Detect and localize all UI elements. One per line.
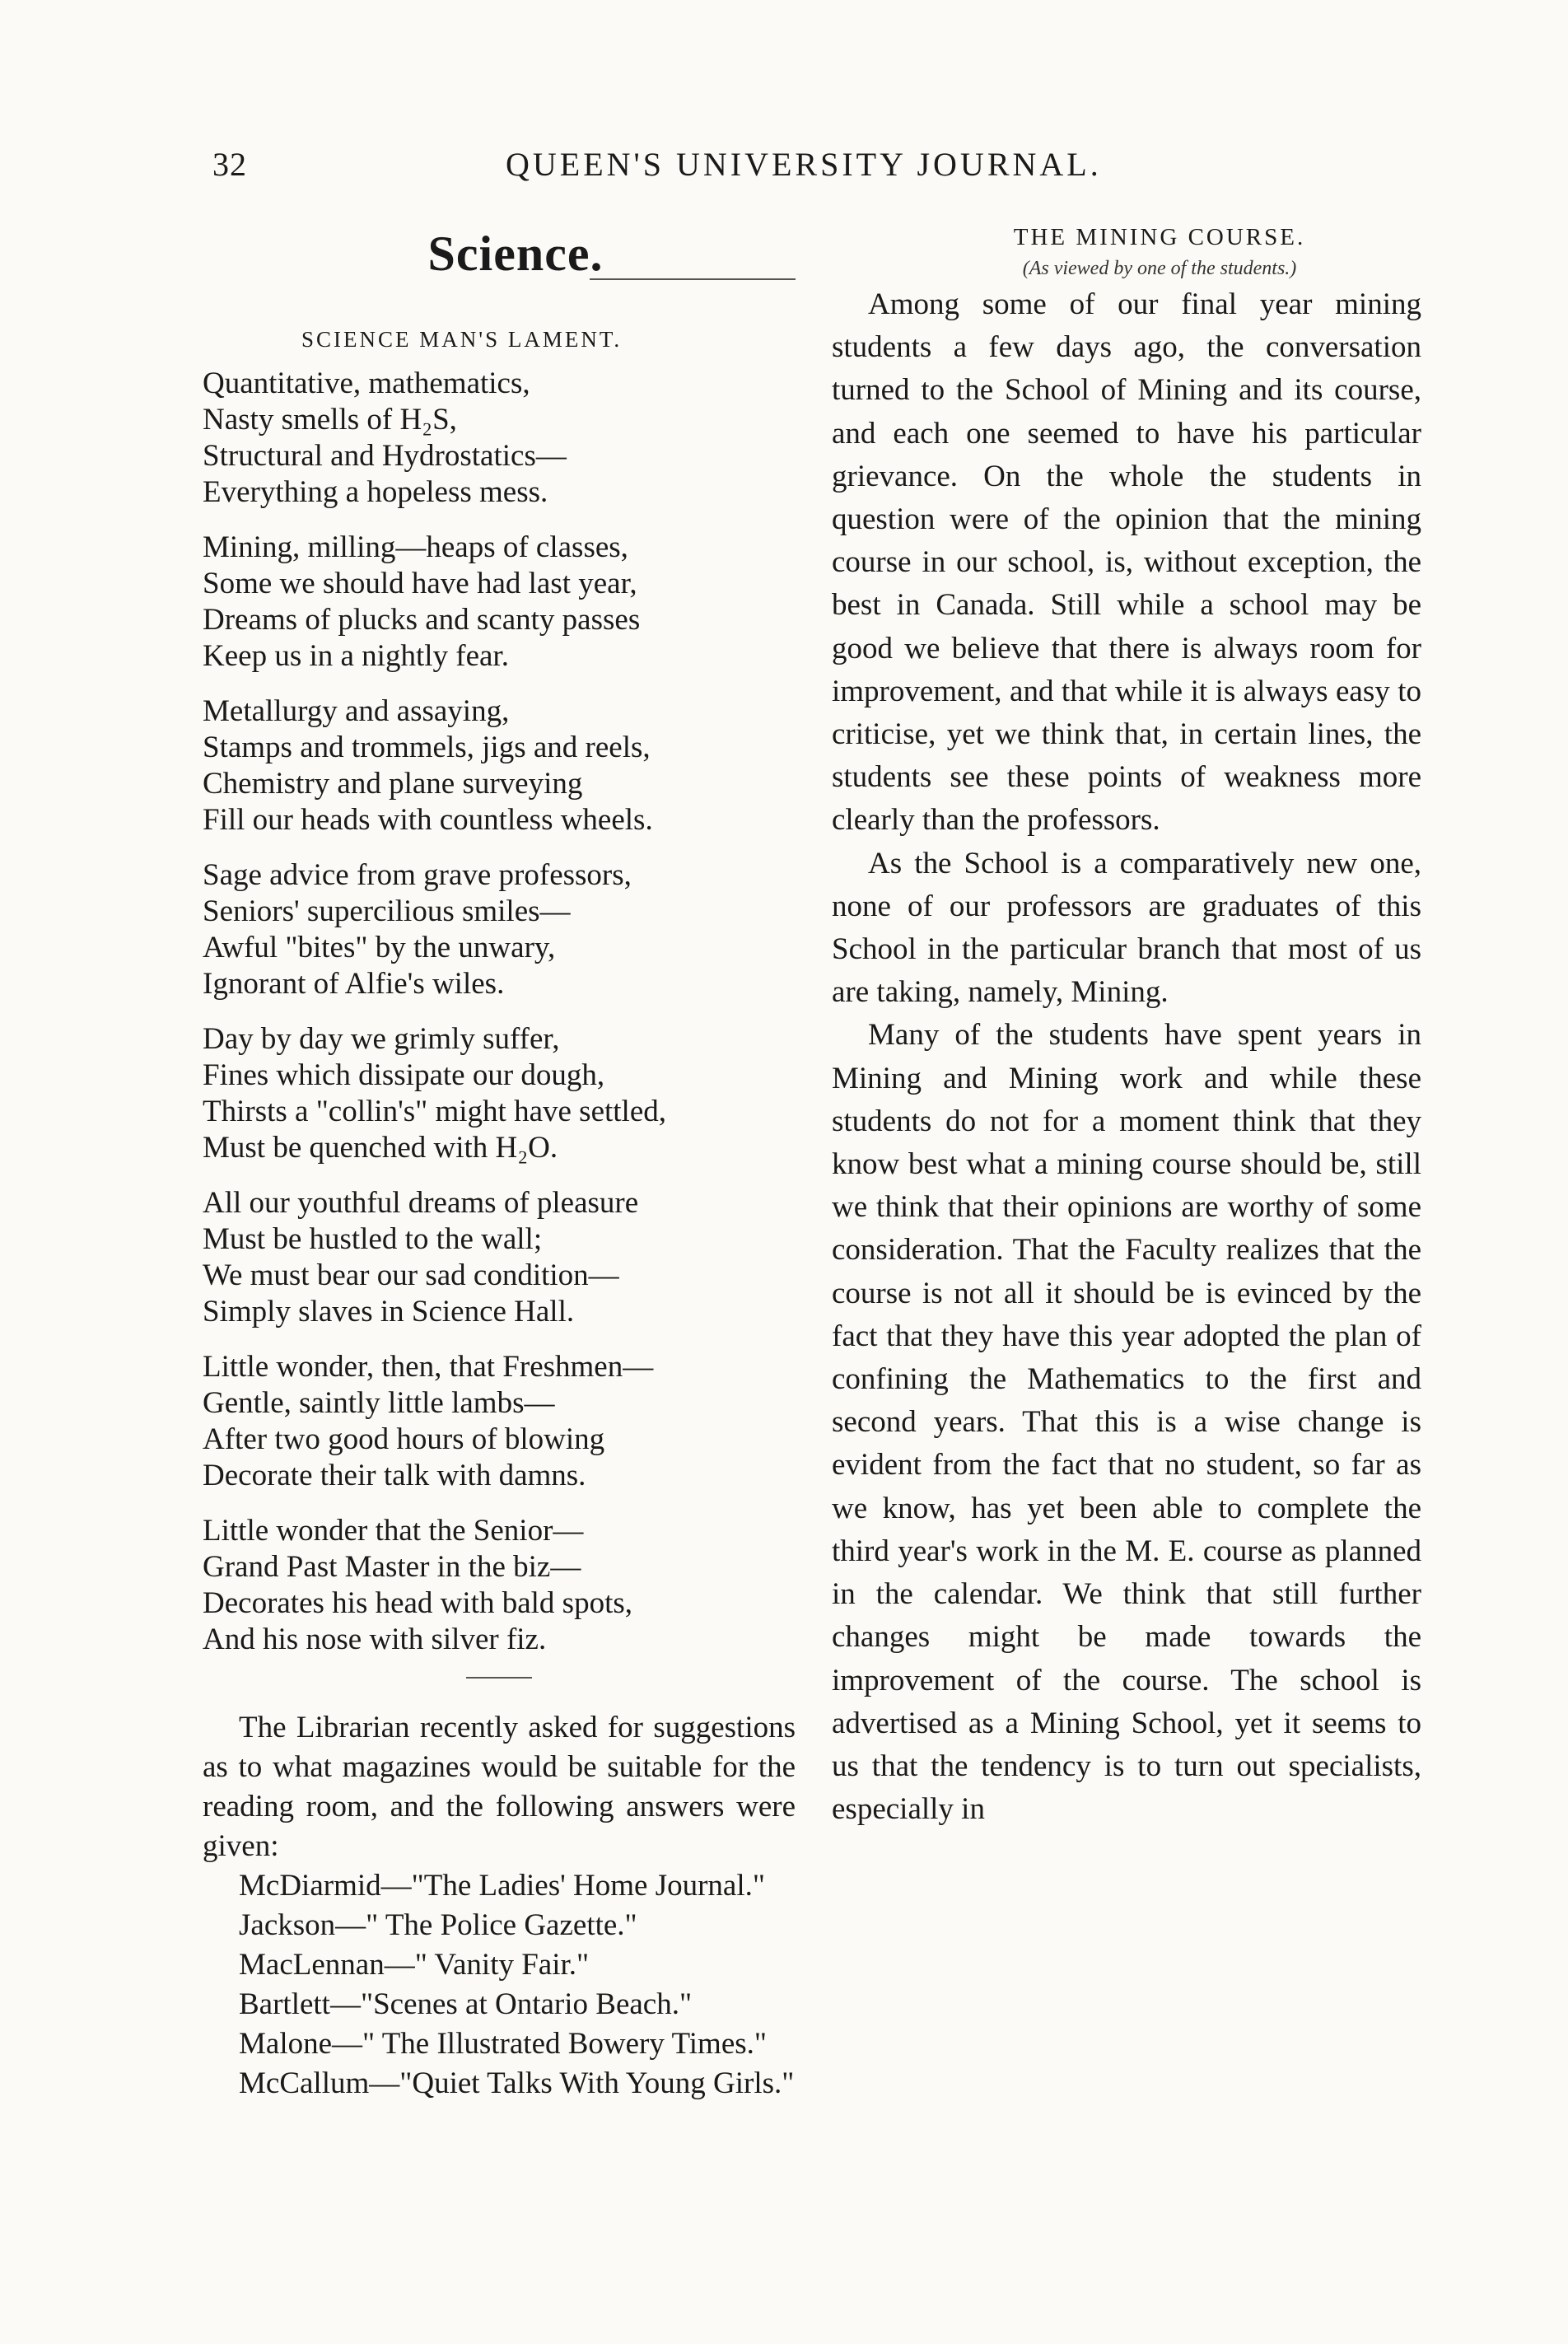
poem-line: Quantitative, mathematics, — [203, 367, 530, 400]
poem-line: Mining, milling—heaps of classes, — [203, 530, 628, 564]
answer-item: McDiarmid—"The Ladies' Home Journal." — [239, 1869, 765, 1903]
poem-line: Decorates his head with bald spots, — [203, 1586, 632, 1620]
answer-item: Malone—" The Illustrated Bowery Times." — [239, 2027, 767, 2061]
stanza — [203, 366, 796, 511]
stanza — [203, 1185, 796, 1330]
poem-line: Ignorant of Alfie's wiles. — [203, 967, 505, 1001]
poem-line: After two good hours of blowing — [203, 1422, 605, 1456]
poem-line: Everything a hopeless mess. — [203, 475, 548, 509]
poem-line: Must be quenched with H₂O. — [203, 1131, 558, 1165]
poem-line: Dreams of plucks and scanty passes — [203, 603, 641, 637]
poem-line: Little wonder, then, that Freshmen— — [203, 1350, 654, 1384]
poem-line: Little wonder that the Senior— — [203, 1514, 584, 1548]
stanza — [203, 1349, 796, 1494]
running-title: QUEEN'S UNIVERSITY JOURNAL. — [506, 146, 1102, 183]
poem-line: We must bear our sad condition— — [203, 1258, 619, 1292]
poem-line: Chemistry and plane surveying — [203, 767, 583, 801]
poem-line: All our youthful dreams of pleasure — [203, 1186, 639, 1220]
poem-line: Stamps and trommels, jigs and reels, — [203, 731, 651, 764]
poem-line: Some we should have had last year, — [203, 567, 637, 600]
right-column — [832, 221, 1421, 1831]
stanza — [203, 693, 796, 838]
poem-line: Keep us in a nightly fear. — [203, 639, 509, 673]
poem-end-rule — [466, 1677, 532, 1679]
librarian-paragraph: The Librarian recently asked for suggestions as to what magazines would be suitable for the reading room, and the following answers were given: — [203, 1711, 796, 1863]
poem-line: Fill our heads with countless wheels. — [203, 803, 653, 837]
poem-line: Must be hustled to the wall; — [203, 1222, 543, 1256]
page-header — [212, 145, 1151, 194]
poem-line: Simply slaves in Science Hall. — [203, 1295, 575, 1328]
poem-line: Sage advice from grave professors, — [203, 858, 632, 892]
stanza — [203, 1021, 796, 1166]
poem-line: Grand Past Master in the biz— — [203, 1550, 581, 1584]
poem-line: Thirsts a "collin's" might have settled, — [203, 1095, 667, 1128]
stanza — [203, 857, 796, 1002]
poem-line: Nasty smells of H₂S, — [203, 403, 457, 437]
page-number: 32 — [212, 146, 247, 183]
poem-line: Fines which dissipate our dough, — [203, 1058, 605, 1092]
article-body — [832, 283, 1421, 1831]
poem-line: Structural and Hydrostatics— — [203, 439, 567, 473]
section-rule — [590, 278, 796, 280]
poem-title: SCIENCE MAN'S LAMENT. — [301, 327, 623, 352]
poem-line: Gentle, saintly little lambs— — [203, 1386, 555, 1420]
article-paragraph: As the School is a comparatively new one, none of our professors are graduates of this School in the particular branch that most of us are taking, namely, Mining. — [832, 846, 1421, 1010]
article-paragraph: Many of the students have spent years in Mining and Mining work and while these students do not for a moment think that they know best what a mining course should be, still we think that their opinions are worthy of some consideration. That the Faculty realizes that the course is not all it should be is evinced by the fact that they have this year adopted the plan of confining the Mathematics to the first and second years. That this is a wise change is evident from the fact that no student, so far as we know, has yet been able to complete the third year's work in the M. E. course as planned in the calendar. We think that still further changes might be made towards the improvement of the course. The school is advertised as a Mining School, yet it seems to us that the tendency is to turn out specialists, especially in — [832, 1018, 1421, 1827]
article-title: THE MINING COURSE. — [1013, 224, 1306, 250]
article-subtitle: (As viewed by one of the students.) — [1022, 258, 1297, 279]
left-column — [203, 221, 796, 2104]
section-title: Science. — [427, 226, 604, 281]
answer-item: McCallum—"Quiet Talks With Young Girls." — [239, 2066, 795, 2100]
article-paragraph: Among some of our final year mining students a few days ago, the conversation turned to the School of Mining and its course, and each one seemed to have his particular grievance. On the whole the students in question were of the opinion that the mining course in our school, is, without exception, the best in Canada. Still while a school may be good we believe that there is always room for improvement, and that while it is always easy to criticise, yet we think that, in certain lines, the students see these points of weakness more clearly than the professors. — [832, 287, 1421, 838]
poem-line: And his nose with silver fiz. — [203, 1623, 547, 1656]
poem-line: Awful "bites" by the unwary, — [203, 931, 556, 964]
answer-item: MacLennan—" Vanity Fair." — [239, 1948, 590, 1982]
poem-line: Metallurgy and assaying, — [203, 694, 510, 728]
stanza — [203, 530, 796, 675]
answer-item: Bartlett—"Scenes at Ontario Beach." — [239, 1987, 693, 2021]
poem-line: Decorate their talk with damns. — [203, 1459, 586, 1492]
answer-item: Jackson—" The Police Gazette." — [239, 1908, 637, 1942]
divider-wrap — [203, 1677, 796, 1693]
poem-line: Day by day we grimly suffer, — [203, 1022, 560, 1056]
poem — [203, 366, 796, 1658]
stanza — [203, 1513, 796, 1658]
poem-line: Seniors' supercilious smiles— — [203, 894, 571, 928]
